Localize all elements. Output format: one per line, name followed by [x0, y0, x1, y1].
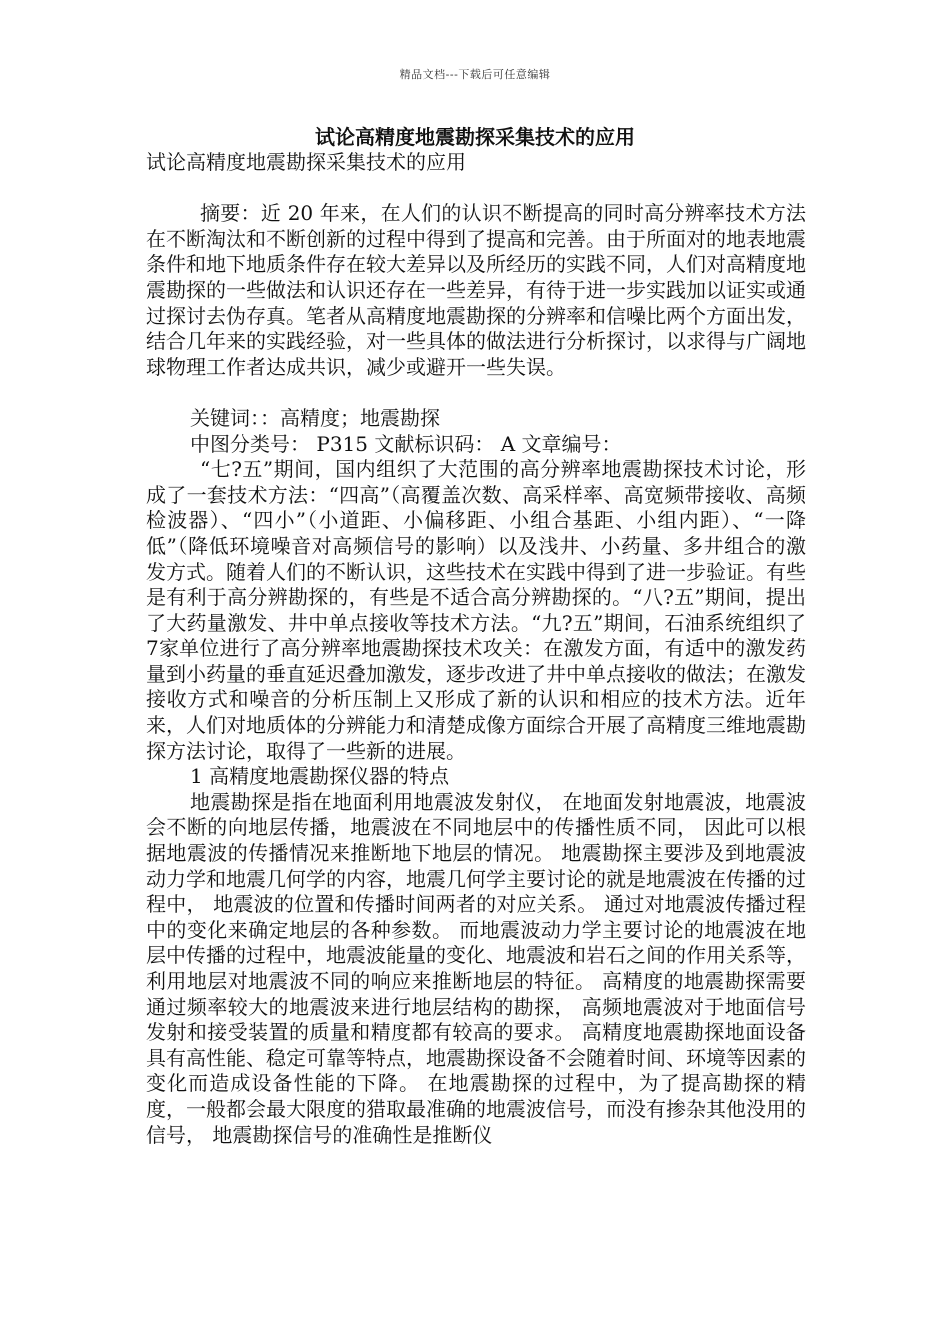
classification-line: 中图分类号： P315 文献标识码： A 文章编号： [190, 431, 622, 456]
page-header-watermark: 精品文档---下载后可任意编辑 [399, 68, 551, 81]
abstract-paragraph: 摘要：近 20 年来，在人们的认识不断提高的同时高分辨率技术方法在不断淘汰和不断创新的过程中得到了提高和完善。由于所面对的地表地震条件和地下地质条件存在较大差异以及所经历的实践不同，人们对高精度地震勘探的一些做法和认识还存在一些差异，有待于进一步实践加以证实或通过探讨去伪存真。笔者从高精度地震勘探的分辨率和信噪比两个方面出发，结合几年来的实践经验，对一些具体的做法进行分析探讨，以求得与广阔地球物理工作者达成共识，减少或避开一些失误。 [146, 201, 806, 379]
document-subtitle: 试论高精度地震勘探采集技术的应用 [146, 150, 466, 174]
keywords-line: 关键词：：高精度；地震勘探 [190, 405, 440, 430]
intro-paragraph: “七?五”期间，国内组织了大范围的高分辨率地震勘探技术讨论，形成了一套技术方法：“四高”（高覆盖次数、高采样率、高宽频带接收、高频检波器）、“四小”（小道距、小偏移距、小组合基距、小组内距）、“一降低”（降低环境噪音对高频信号的影响）以及浅井、小药量、多井组合的激发方式。随着人们的不断认识，这些技术在实践中得到了进一步验证。有些是有利于高分辨勘探的，有些是不适合高分辨勘探的。“八?五”期间，提出了大药量激发、井中单点接收等技术方法。“九?五”期间，石油系统组织了7家单位进行了高分辨率地震勘探技术攻关：在激发方面，有适中的激发药量到小药量的垂直延迟叠加激发，逐步改进了井中单点接收的做法；在激发接收方式和噪音的分析压制上又形成了新的认识和相应的技术方法。近年来，人们对地质体的分辨能力和清楚成像方面综合开展了高精度三维地震勘探方法讨论，取得了一些新的进展。 [146, 457, 806, 763]
section-1-heading: 1 高精度地震勘探仪器的特点 [190, 764, 450, 789]
document-title: 试论高精度地震勘探采集技术的应用 [315, 125, 635, 149]
paragraph-spacer [146, 380, 806, 406]
document-body [146, 150, 806, 1148]
section-1-paragraph: 地震勘探是指在地面利用地震波发射仪， 在地面发射地震波，地震波会不断的向地层传播，地震波在不同地层中的传播性质不同， 因此可以根据地震波的传播情况来推断地下地层的情况。 地震勘探主要涉及到地震波动力学和地震几何学的内容，地震几何学主要讨论的就是地震波在传播的过程中， 地震波的位置和传播时间两者的对应关系。 通过对地震波传播过程中的变化来确定地层的各种参数。 而地震波动力学主要讨论的地震波在地层中传播的过程中，地震波能量的变化、地震波和岩石之间的作用关系等， 利用地层对地震波不同的响应来推断地层的特征。 高精度的地震勘探需要通过频率较大的地震波来进行地层结构的勘探， 高频地震波对于地面信号发射和接受装置的质量和精度都有较高的要求。 高精度地震勘探地面设备具有高性能、稳定可靠等特点，地震勘探设备不会随着时间、环境等因素的变化而造成设备性能的下降。 在地震勘探的过程中，为了提高勘探的精度，一般都会最大限度的猎取最准确的地震波信号，而没有掺杂其他没用的信号， 地震勘探信号的准确性是推断仪 [146, 789, 806, 1147]
